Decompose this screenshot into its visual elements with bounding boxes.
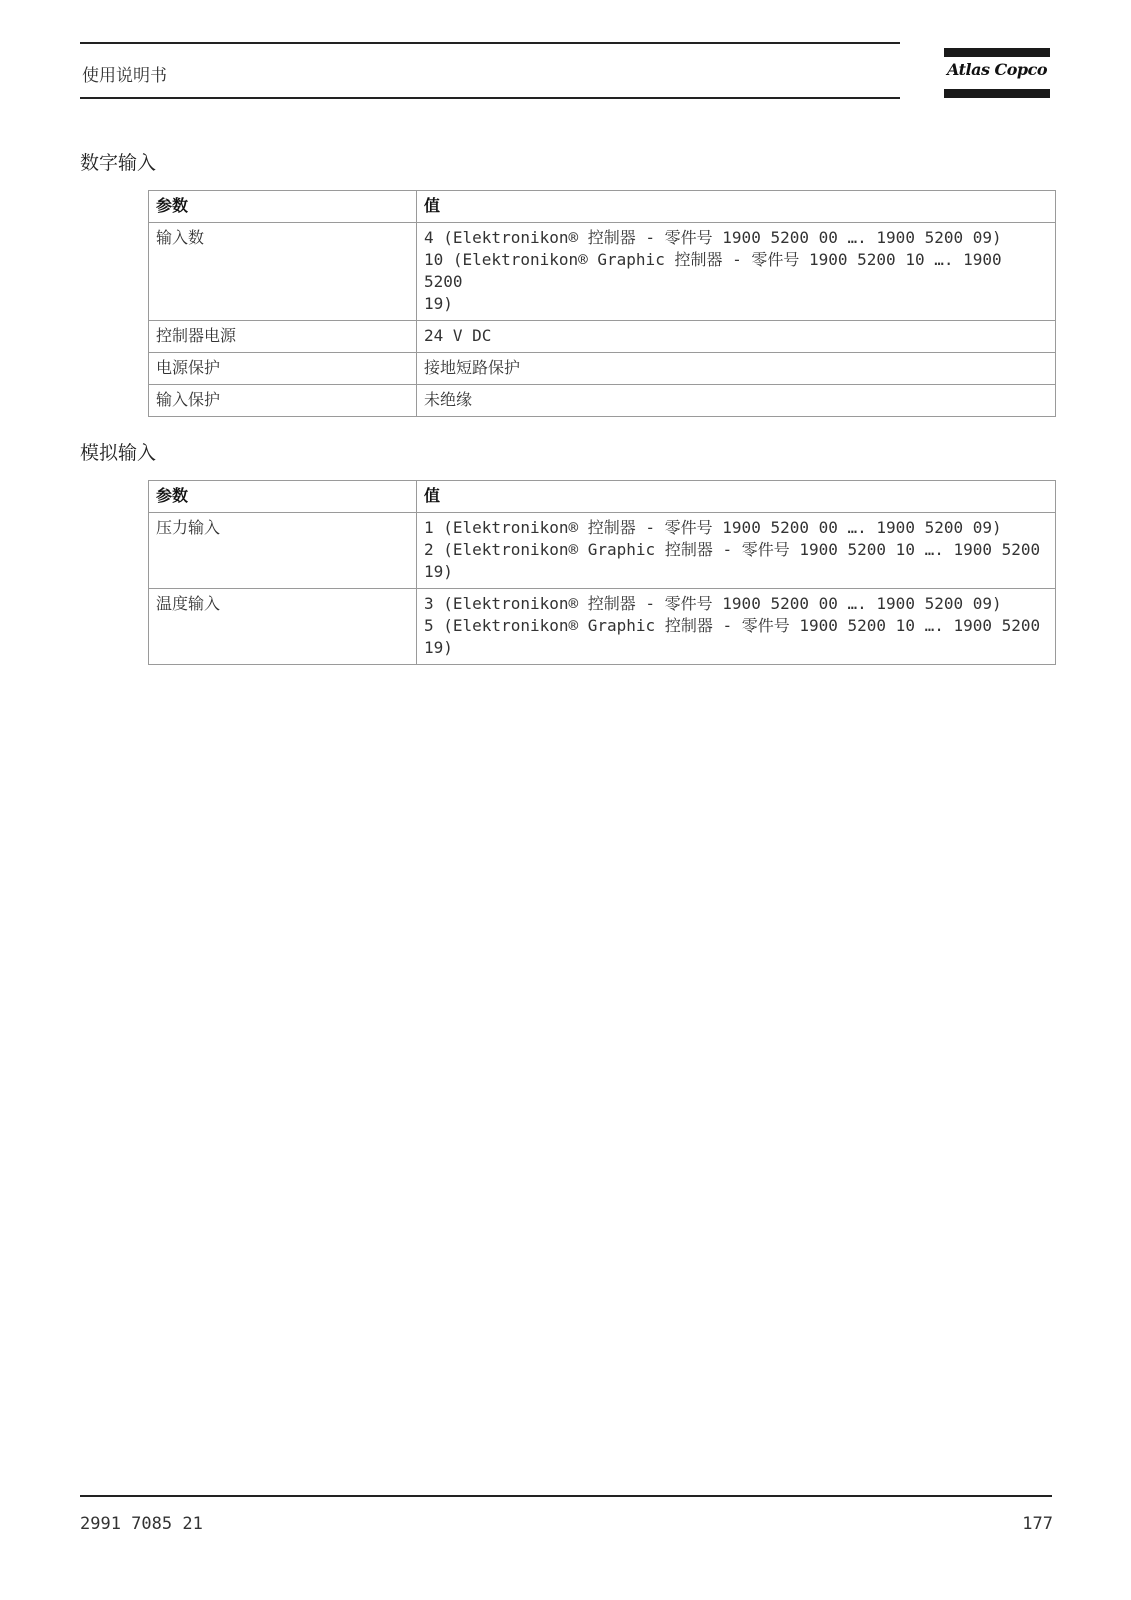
param-cell: 控制器电源: [149, 321, 417, 353]
value-line: 19): [424, 294, 453, 313]
document-number: 2991 7085 21: [80, 1514, 203, 1534]
footer-rule: [80, 1495, 1052, 1497]
table-row: [149, 513, 1056, 589]
value-line: 3 (Elektronikon® 控制器 - 零件号 1900 5200 00 …. 1900 5200 09): [424, 594, 1002, 613]
table-row: [149, 589, 1056, 665]
logo-bar-top: [944, 48, 1050, 57]
param-cell: 输入保护: [149, 385, 417, 417]
header-title: 使用说明书: [82, 66, 167, 86]
table-row: [149, 223, 1056, 321]
header-rule-top: [80, 42, 900, 44]
value-cell: [417, 223, 1056, 321]
param-cell: 压力输入: [149, 513, 417, 589]
table-row: [149, 353, 1056, 385]
column-header-param: 参数: [149, 481, 417, 513]
table-header-row: [149, 481, 1056, 513]
param-cell: 输入数: [149, 223, 417, 321]
atlas-copco-logo: [944, 48, 1050, 98]
value-cell: 接地短路保护: [417, 353, 1056, 385]
table-header-row: [149, 191, 1056, 223]
value-cell: 24 V DC: [417, 321, 1056, 353]
table-row: [149, 385, 1056, 417]
value-line: 1 (Elektronikon® 控制器 - 零件号 1900 5200 00 …. 1900 5200 09): [424, 518, 1002, 537]
value-cell: [417, 513, 1056, 589]
section-title-analog-inputs: 模拟输入: [80, 442, 157, 464]
header-rule-bottom: [80, 97, 900, 99]
param-cell: 温度输入: [149, 589, 417, 665]
logo-text: Atlas Copco: [946, 60, 1048, 79]
value-cell: [417, 589, 1056, 665]
column-header-value: 值: [417, 481, 1056, 513]
value-line: 10 (Elektronikon® Graphic 控制器 - 零件号 1900 5200 10 …. 1900 5200: [424, 250, 1002, 291]
digital-inputs-table: [148, 190, 1056, 417]
page-number: 177: [1022, 1514, 1053, 1534]
analog-inputs-table: [148, 480, 1056, 665]
table-row: [149, 321, 1056, 353]
logo-bar-bottom: [944, 89, 1050, 98]
section-title-digital-inputs: 数字输入: [80, 152, 157, 174]
column-header-value: 值: [417, 191, 1056, 223]
value-cell: 未绝缘: [417, 385, 1056, 417]
param-cell: 电源保护: [149, 353, 417, 385]
value-line: 19): [424, 638, 453, 657]
value-line: 2 (Elektronikon® Graphic 控制器 - 零件号 1900 5200 10 …. 1900 5200: [424, 540, 1041, 559]
value-line: 4 (Elektronikon® 控制器 - 零件号 1900 5200 00 …. 1900 5200 09): [424, 228, 1002, 247]
column-header-param: 参数: [149, 191, 417, 223]
value-line: 5 (Elektronikon® Graphic 控制器 - 零件号 1900 5200 10 …. 1900 5200: [424, 616, 1041, 635]
value-line: 19): [424, 562, 453, 581]
